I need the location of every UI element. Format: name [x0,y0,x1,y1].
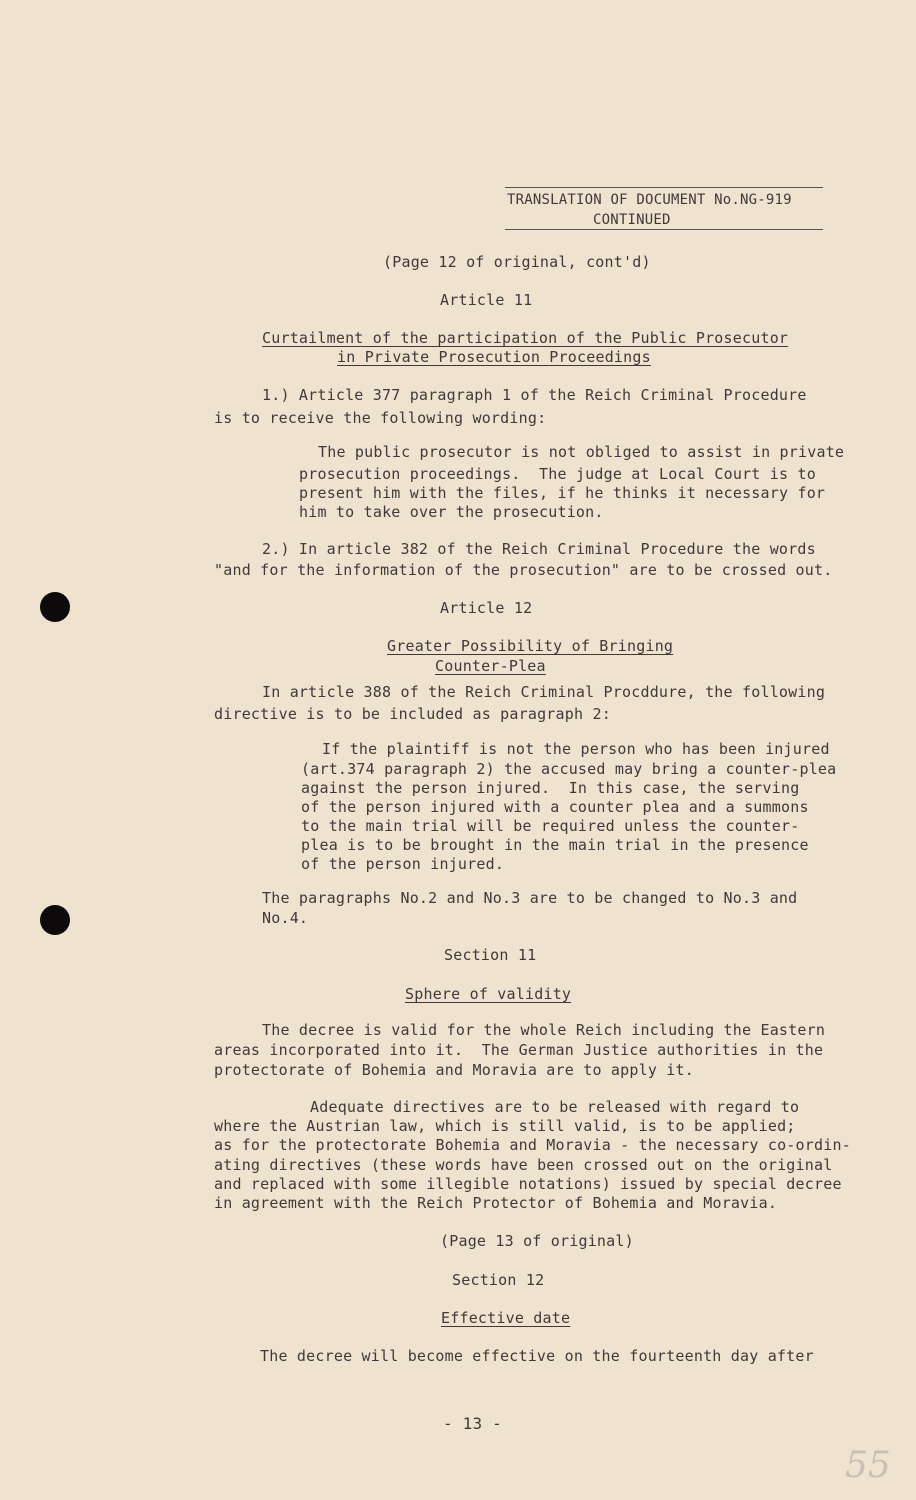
paragraph-line: is to receive the following wording: [214,409,547,427]
quoted-line: (art.374 paragraph 2) the accused may bring a counter-plea [301,760,837,778]
quoted-line: If the plaintiff is not the person who has been injured [322,740,830,758]
quoted-line: of the person injured. [301,855,505,873]
section-12-title: Section 12 [452,1271,545,1289]
paragraph-line: No.4. [262,909,309,927]
paragraph-line: in agreement with the Reich Protector of Bohemia and Moravia. [214,1194,778,1212]
paragraph-line: and replaced with some illegible notations) issued by special decree [214,1175,842,1193]
paragraph-line: directive is to be included as paragraph 2: [214,705,611,723]
handwritten-page-number: 55 [845,1445,891,1486]
article-12-heading: Greater Possibility of Bringing [387,637,674,655]
paragraph-line: ating directives (these words have been crossed out on the original [214,1156,833,1174]
quoted-line: The public prosecutor is not obliged to assist in private [318,443,845,461]
article-11-heading: in Private Prosecution Proceedings [337,348,651,366]
paragraph-line: Adequate directives are to be released with regard to [310,1098,800,1116]
paragraph-line: 1.) Article 377 paragraph 1 of the Reich Criminal Procedure [262,386,807,404]
paragraph-line: In article 388 of the Reich Criminal Procddure, the following [262,683,826,701]
paragraph-line: The decree is valid for the whole Reich including the Eastern [262,1021,826,1039]
article-11-heading: Curtailment of the participation of the Public Prosecutor [262,329,789,347]
quoted-line: to the main trial will be required unless the counter- [301,817,800,835]
section-11-heading: Sphere of validity [405,985,572,1003]
page-reference: (Page 12 of original, cont'd) [383,253,651,271]
page-reference: (Page 13 of original) [440,1232,634,1250]
article-11-title: Article 11 [440,291,533,309]
section-12-heading: Effective date [441,1309,571,1327]
section-11-title: Section 11 [444,946,537,964]
article-12-heading: Counter-Plea [435,657,546,675]
paragraph-line: "and for the information of the prosecution" are to be crossed out. [214,561,833,579]
quoted-line: present him with the files, if he thinks it necessary for [299,484,826,502]
punch-hole-top [40,592,70,622]
paragraph-line: 2.) In article 382 of the Reich Criminal Procedure the words [262,540,816,558]
paragraph-line: The decree will become effective on the fourteenth day after [260,1347,814,1365]
paragraph-line: where the Austrian law, which is still valid, is to be applied; [214,1117,796,1135]
quoted-line: prosecution proceedings. The judge at Local Court is to [299,465,816,483]
header-subtitle: CONTINUED [593,212,671,228]
header-rule-top [505,187,823,188]
article-12-title: Article 12 [440,599,533,617]
paragraph-line: areas incorporated into it. The German Justice authorities in the [214,1041,824,1059]
header-title: TRANSLATION OF DOCUMENT No.NG-919 [507,192,792,208]
punch-hole-bottom [40,905,70,935]
quoted-line: plea is to be brought in the main trial in the presence [301,836,809,854]
quoted-line: against the person injured. In this case, the serving [301,779,800,797]
page-number: - 13 - [443,1414,502,1433]
quoted-line: of the person injured with a counter plea and a summons [301,798,809,816]
paragraph-line: protectorate of Bohemia and Moravia are to apply it. [214,1061,694,1079]
paragraph-line: as for the protectorate Bohemia and Moravia - the necessary co-ordin- [214,1136,851,1154]
quoted-line: him to take over the prosecution. [299,503,604,521]
header-rule-bottom [505,229,823,230]
paragraph-line: The paragraphs No.2 and No.3 are to be changed to No.3 and [262,889,798,907]
